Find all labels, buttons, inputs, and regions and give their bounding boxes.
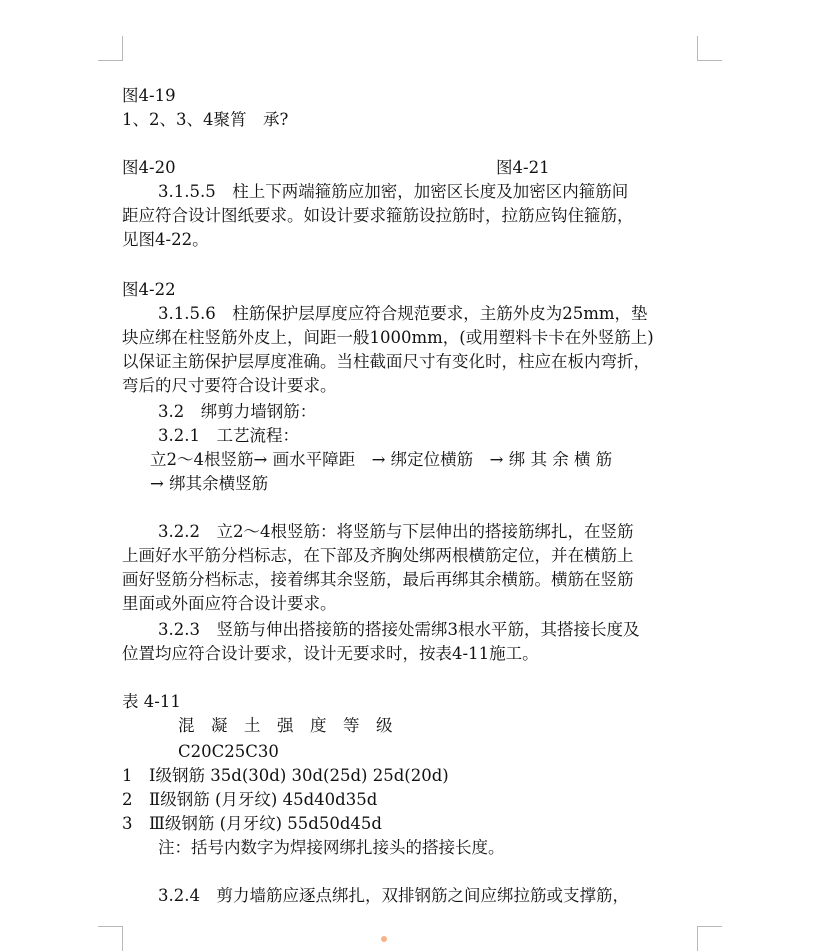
paragraph-3-2-2-line: 画好竖筋分档标志，接着绑其余竖筋，最后再绑其余横筋。横筋在竖筋 — [122, 570, 634, 589]
text-line: 1、2、3、4聚筲 承? — [122, 110, 289, 129]
paragraph-3-2-2-line: 里面或外面应符合设计要求。 — [122, 594, 337, 613]
figure-caption-4-19: 图4-19 — [122, 86, 176, 105]
figure-caption-4-20: 图4-20 — [122, 158, 176, 177]
figure-caption-4-21: 图4-21 — [496, 158, 550, 177]
table-row: 1 Ⅰ级钢筋 35d(30d) 30d(25d) 25d(20d) — [122, 766, 449, 785]
process-flow-line: 立2～4根竖筋→ 画水平障距 → 绑定位横筋 → 绑 其 余 横 筋 — [150, 450, 613, 469]
margin-corner-bottom-left — [98, 926, 123, 951]
paragraph-3-1-5-5-line: 距应符合设计图纸要求。如设计要求箍筋设拉筋时，拉筋应钩住箍筋， — [122, 206, 634, 225]
paragraph-3-2-3-line: 位置均应符合设计要求，设计无要求时，按表4-11施工。 — [122, 644, 539, 663]
table-row: 2 Ⅱ级钢筋 (月牙纹) 45d40d35d — [122, 790, 378, 809]
section-heading-3-2: 3.2 绑剪力墙钢筋： — [158, 402, 317, 421]
paragraph-3-1-5-5-line: 3.1.5.5 柱上下两端箍筋应加密，加密区长度及加密区内箍筋间 — [158, 182, 629, 201]
paragraph-3-2-4-line: 3.2.4 剪力墙筋应逐点绑扎，双排钢筋之间应绑拉筋或支撑筋， — [158, 886, 629, 905]
paragraph-3-2-3-line: 3.2.3 竖筋与伸出搭接筋的搭接处需绑3根水平筋，其搭接长度及 — [158, 620, 640, 639]
margin-corner-top-left — [98, 36, 123, 61]
section-heading-3-2-1: 3.2.1 工艺流程： — [158, 426, 299, 445]
cursor-mark-icon — [381, 936, 387, 942]
margin-corner-bottom-right — [697, 926, 722, 951]
paragraph-3-2-2-line: 3.2.2 立2～4根竖筋：将竖筋与下层伸出的搭接筋绑扎，在竖筋 — [158, 522, 634, 541]
paragraph-3-1-5-6-line: 以保证主筋保护层厚度准确。当柱截面尺寸有变化时，柱应在板内弯折， — [122, 352, 650, 371]
paragraph-3-1-5-6-line: 块应绑在柱竖筋外皮上，间距一般1000mm，(或用塑料卡卡在外竖筋上) — [122, 328, 654, 347]
paragraph-3-1-5-6-line: 弯后的尺寸要符合设计要求。 — [122, 376, 337, 395]
process-flow-line: → 绑其余横竖筋 — [150, 474, 269, 493]
margin-corner-top-right — [697, 36, 722, 61]
figure-caption-4-22: 图4-22 — [122, 280, 176, 299]
table-header-grades: C20C25C30 — [178, 742, 279, 761]
paragraph-3-1-5-5-line: 见图4-22。 — [122, 230, 209, 249]
table-note: 注：括号内数字为焊接网绑扎接头的搭接长度。 — [158, 838, 505, 857]
table-caption-4-11: 表 4-11 — [122, 692, 181, 711]
paragraph-3-2-2-line: 上画好水平筋分档标志，在下部及齐胸处绑两根横筋定位，并在横筋上 — [122, 546, 634, 565]
table-header-concrete-grade: 混 凝 土 强 度 等 级 — [178, 716, 393, 735]
table-row: 3 Ⅲ级钢筋 (月牙纹) 55d50d45d — [122, 814, 382, 833]
paragraph-3-1-5-6-line: 3.1.5.6 柱筋保护层厚度应符合规范要求，主筋外皮为25mm，垫 — [158, 304, 648, 323]
